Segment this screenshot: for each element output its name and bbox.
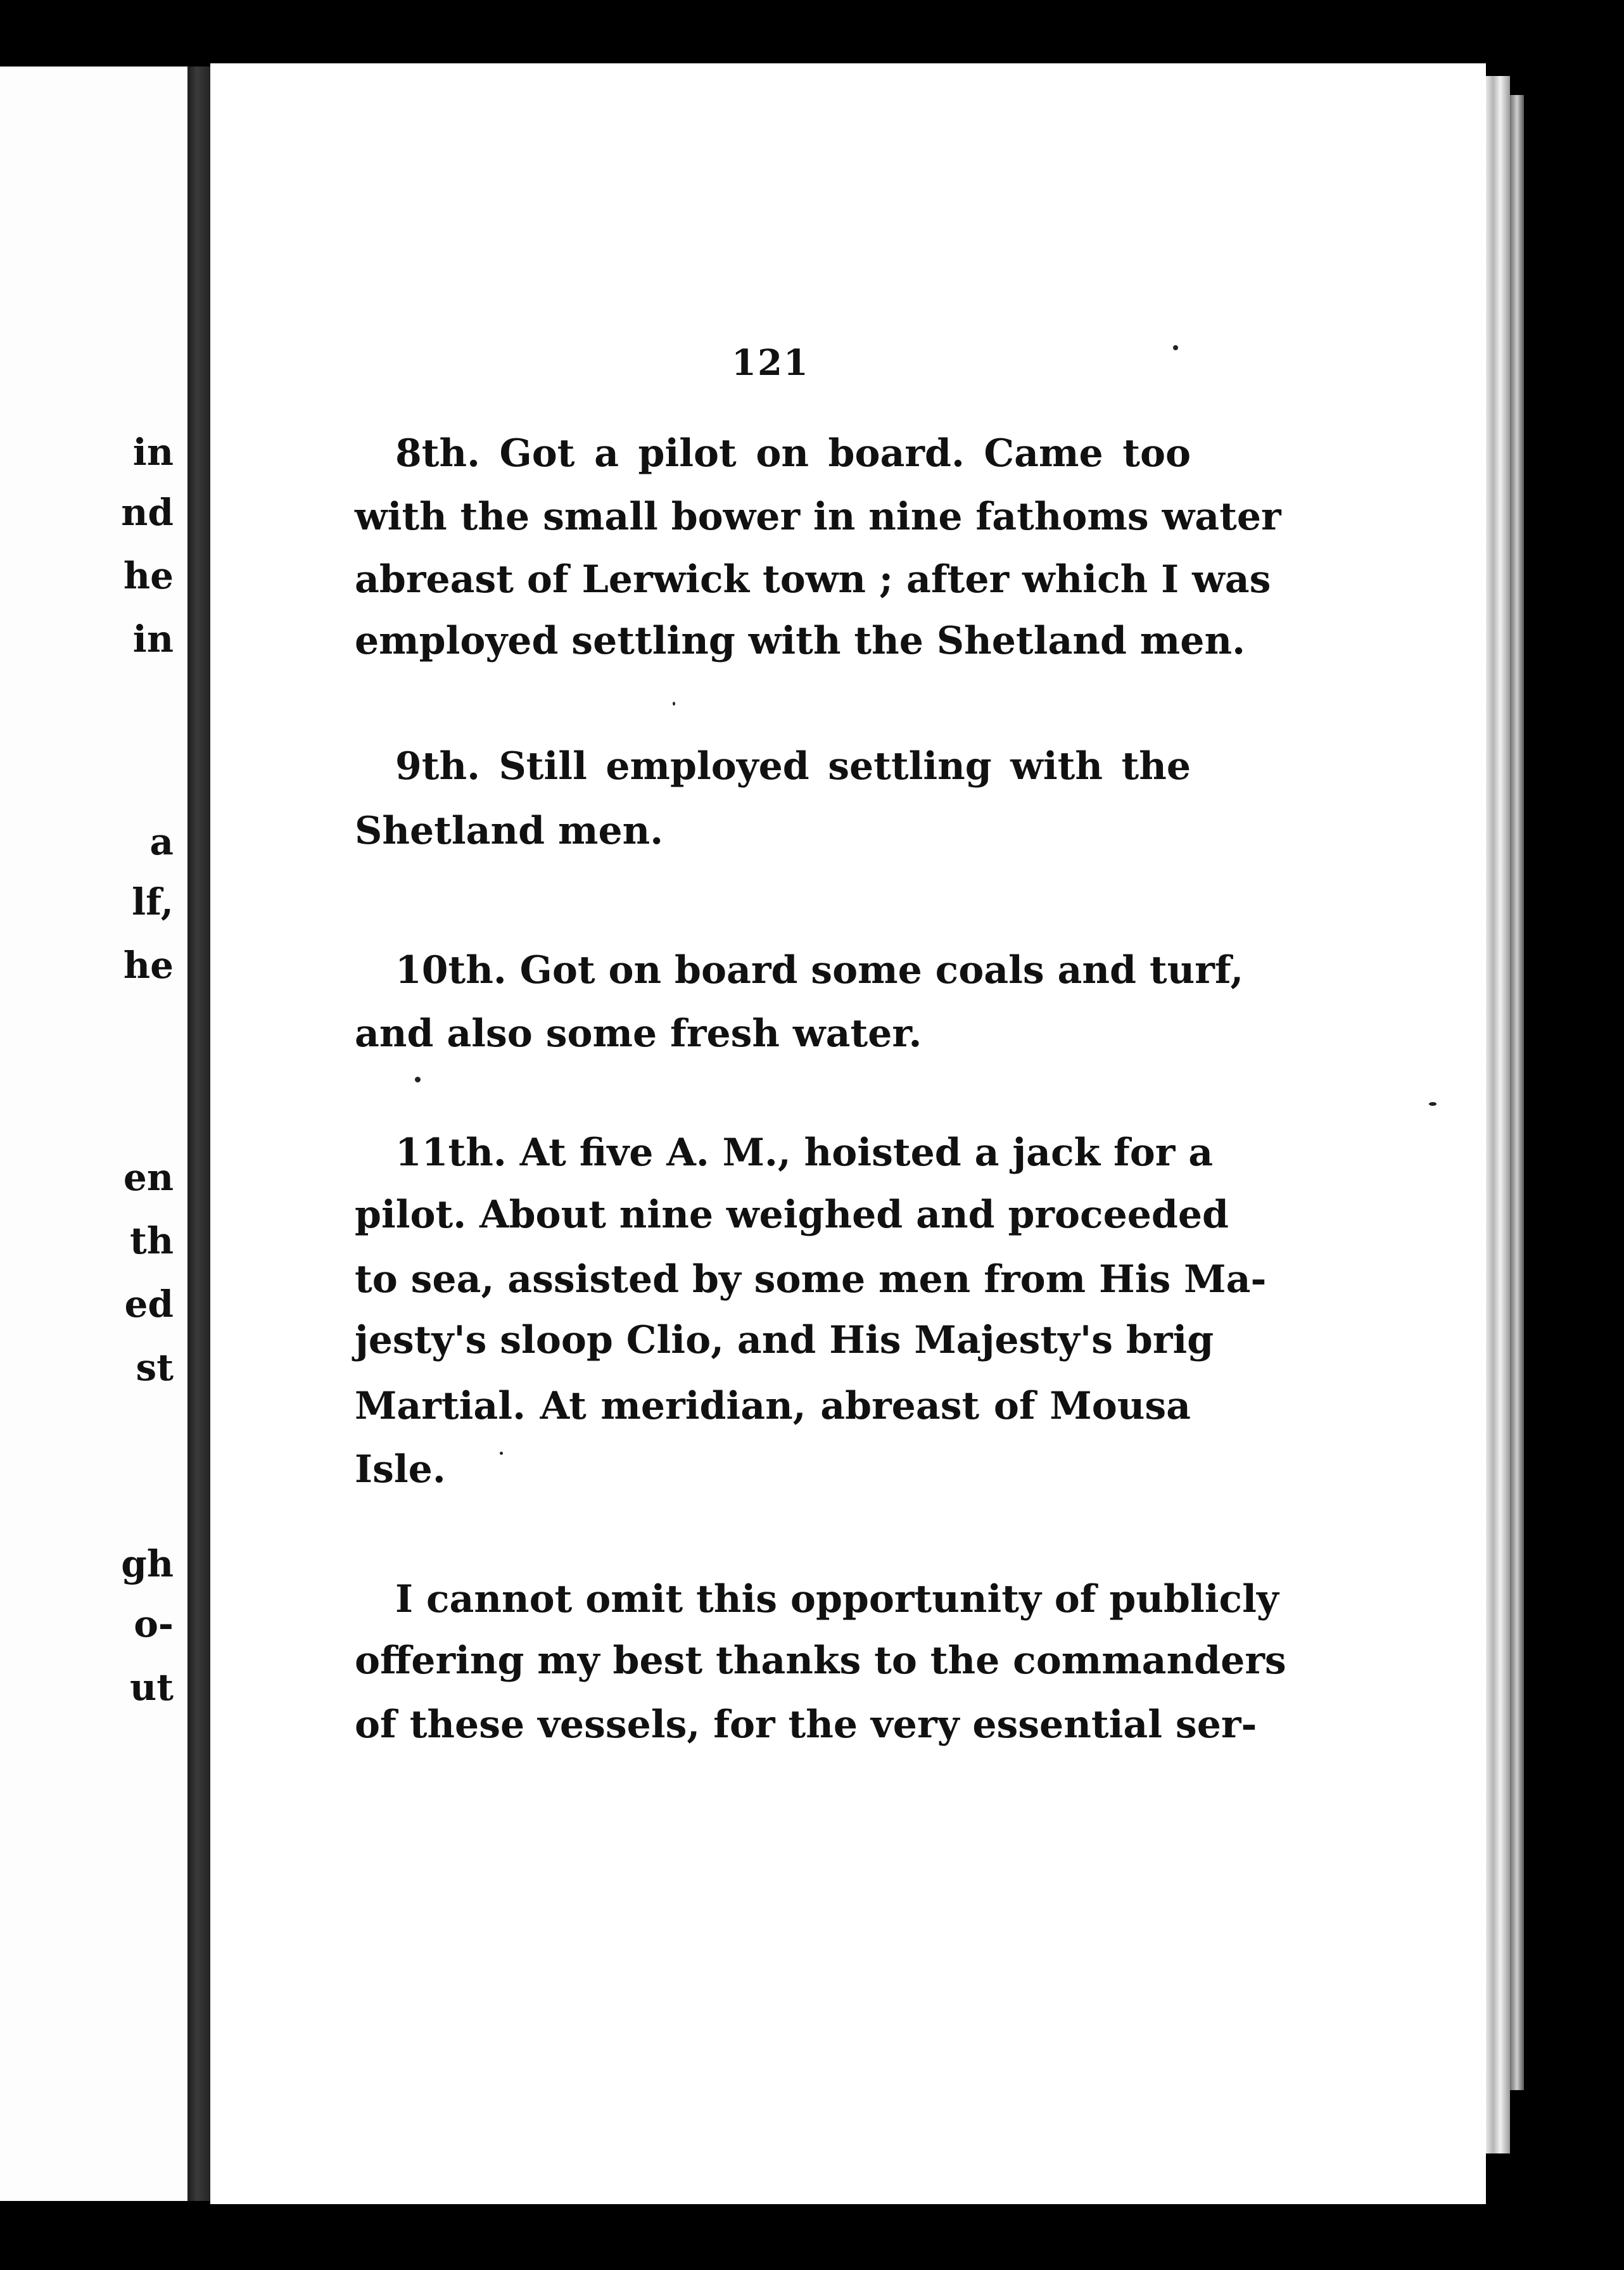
text-line: employed settling with the Shetland men.	[355, 619, 1245, 663]
left-fragment-text: in	[132, 431, 174, 474]
text-line: Shetland men.	[355, 809, 664, 853]
text-line: with the small bower in nine fathoms water	[355, 495, 1281, 539]
text-line: of these vessels, for the very essential ser-	[355, 1702, 1257, 1747]
left-fragment-text: th	[130, 1219, 174, 1262]
left-fragment-text: he	[123, 554, 174, 597]
text-line: abreast of Lerwick town ; after which I was	[355, 557, 1271, 602]
page-number: 121	[732, 342, 809, 384]
left-fragment-text: lf,	[132, 880, 174, 923]
left-fragment-text: st	[136, 1346, 174, 1389]
left-fragment-text: en	[123, 1156, 174, 1199]
left-page-fragment	[0, 67, 187, 2201]
scan-speck	[673, 702, 675, 706]
text-line: Martial. At meridian, abreast of Mousa	[355, 1384, 1191, 1428]
text-line: I cannot omit this opportunity of publicly	[395, 1577, 1279, 1621]
text-line: pilot. About nine weighed and proceeded	[355, 1193, 1229, 1237]
left-fragment-text: ed	[124, 1283, 174, 1326]
text-line: Isle.	[355, 1447, 446, 1492]
scan-speck	[415, 1077, 421, 1082]
left-fragment-text: o-	[134, 1602, 174, 1645]
text-line: jesty's sloop Clio, and His Majesty's brig	[355, 1318, 1214, 1362]
text-line: offering my best thanks to the commanders	[355, 1639, 1286, 1683]
page-edge-shadow	[1510, 95, 1524, 2090]
text-line: to sea, assisted by some men from His Ma-	[355, 1257, 1267, 1302]
text-line: and also some fresh water.	[355, 1011, 922, 1056]
text-line: 11th. At five A. M., hoisted a jack for a	[395, 1131, 1214, 1175]
text-line: 8th. Got a pilot on board. Came too	[395, 431, 1191, 476]
left-fragment-text: in	[132, 618, 174, 661]
left-fragment-text: gh	[121, 1542, 174, 1585]
text-line: 10th. Got on board some coals and turf,	[395, 948, 1244, 992]
page-edge	[1486, 76, 1510, 2153]
left-fragment-text: he	[123, 944, 174, 987]
scan-speck	[1173, 345, 1178, 350]
text-line: 9th. Still employed settling with the	[395, 744, 1191, 789]
book-gutter	[187, 67, 210, 2201]
scan-speck	[1429, 1102, 1437, 1106]
left-fragment-text: a	[149, 820, 174, 863]
left-fragment-text: nd	[121, 491, 174, 534]
left-fragment-text: ut	[130, 1666, 174, 1709]
